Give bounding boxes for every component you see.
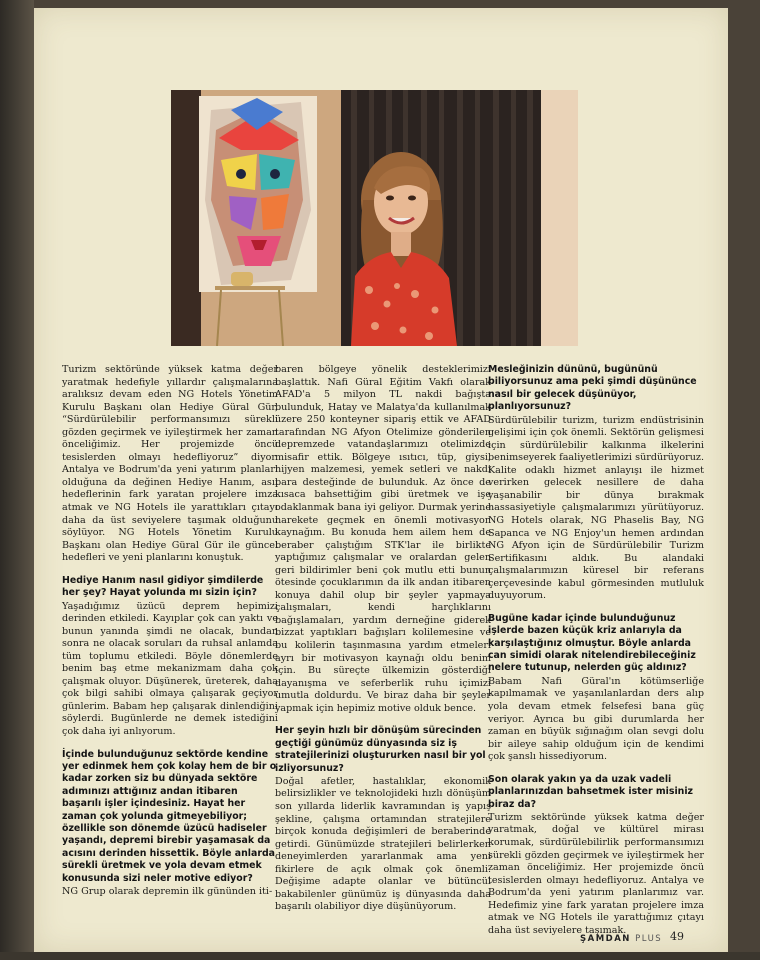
magazine-brand: ŞAMDAN bbox=[580, 934, 631, 944]
magazine-page bbox=[34, 8, 728, 952]
scan-edge bbox=[0, 0, 34, 960]
answer-3: Doğal afetler, hastalıklar, ekonomik belirsizlikler ve teknolojideki hızlı dönüşüm son yıllarda liderlik kavramından iş yapış şekline, çalışma ortamından stratejilere birçok konuda değişimleri de beraberinde getirdi. Günümüzde stratejileri belirlerken deneyimlerden yararlanmak ama yeni fikirlere de açık olmak çok önemli. Değişime adapte olanlar ve bütüncül bakabilenler günümüz iş dünyasında daha başarılı olabiliyor diye düşünüyorum. bbox=[275, 775, 491, 913]
text-column-1 bbox=[62, 364, 278, 907]
text-column-2 bbox=[275, 364, 491, 922]
question-6: Son olarak yakın ya da uzak vadeli planlarınızdan bahsetmek ister misiniz biraz da? bbox=[488, 773, 694, 810]
answer-6: Turizm sektöründe yüksek katma değer yaratmak, doğal ve kültürel mirası korumak, sürdürülebilirlik performansımızı sürekli gözden geçirmek ve iyileştirmek her zaman önceliğimiz. Her projemizde öncü tesislerden olmayı hedefliyoruz. Antalya ve Bodrum'da yeni yatırım planlarımız var. Hedefimiz yine fark yaratan projelere imza atmak ve NG Hotels ile yarattığımız çıtayı daha üst seviyelere taşımak. bbox=[488, 811, 704, 936]
question-3: Her şeyin hızlı bir dönüşüm sürecinden geçtiği günümüz dünyasında siz iş stratejilerinizi oluştururken nasıl bir yol izliyorsunuz? bbox=[275, 725, 486, 774]
question-5: Bugüne kadar içinde bulunduğunuz işlerde bazen küçük kriz anlarıyla da karşılaştığınız olmuştur. Böyle anlarda can simidi olarak nitelendirebileceğiniz nelere tutunup, nelerden güç aldınız? bbox=[488, 612, 696, 674]
magazine-brand-plus: PLUS bbox=[635, 934, 663, 944]
question-4: Mesleğinizin dününü, bugününü biliyorsunuz ama peki şimdi düşününce nasıl bir gelecek düşünüyor, planlıyorsunuz? bbox=[488, 364, 697, 413]
answer-2-start: NG Grup olarak depremin ilk gününden iti- bbox=[62, 886, 273, 898]
magazine-footer bbox=[580, 934, 662, 944]
question-2: İçinde bulunduğunuz sektörde kendine yer edinmek hem çok kolay hem de bir o kadar zorken siz bu dünyada sektöre adımınızı attığınız andan itibaren başarılı işler içindesiniz. Hayat her zaman çok yolunda gitmeyebiliyor; özellikle son dönemde üzücü hadiseler yaşandı, depremi birebir yaşamasak da acısını derinden hissettik. Böyle anlarda sürekli üretmek ve yola devam etmek konusunda sizi neler motive ediyor? bbox=[62, 748, 277, 884]
question-1: Hediye Hanım nasıl gidiyor şimdilerde her şey? Hayat yolunda mı sizin için? bbox=[62, 574, 264, 599]
answer-4: Sürdürülebilir turizm, turizm endüstrisinin gelişimi için çok önemli. Sektörün gelişmesi için sürdürülebilir kalkınma ilkelerini benimseyerek faaliyetlerimizi sürdürüyoruz. Kalite odaklı hizmet anlayışı ile hizmet verirken gelecek nesillere de daha yaşanabilir bir dünya bırakmak hassasiyetiyle çalışmalarımızı yürütüyoruz. NG Hotels olarak, NG Phaselis Bay, NG Sapanca ve NG Enjoy'un hemen ardından NG Afyon için de Sürdürülebilir Turizm Sertifikasını aldık. Bu alandaki çalışmalarımızın küresel bir referans çerçevesinde kabul görmesinden mutluluk duyuyorum. bbox=[488, 414, 704, 602]
answer-5: Babam Nafi Güral'ın kötümserliğe kapılmamak ve yaşanılanlardan ders alıp yola devam etmek felsefesi bana güç veriyor. Ayrıca bu gibi durumlarda her zaman en büyük sığınağım olan sevgi dolu bir aileye sahip olduğum için de kendimi çok şanslı hissediyorum. bbox=[488, 675, 704, 763]
portrait-photo bbox=[171, 90, 578, 346]
text-column-3 bbox=[488, 364, 704, 945]
intro-paragraph: Turizm sektöründe yüksek katma değer yaratmak hedefiyle yıllardır çalışmalarına aralıksız devam eden NG Hotels Yönetim Kurulu Başkanı olan Hediye Güral Gür, “Sürdürülebilir performansımızı sürekli gözden geçirmek ve iyileştirmek her zaman önceliğimiz. Her projemizde öncü tesislerden olmayı hedefliyoruz” diyor. Antalya ve Bodrum'da yeni yatırım planları olduğuna da değinen Hediye Hanım, asıl hedeflerinin fark yaratan projelere imza atmak ve NG Hotels ile yarattıkları çıtayı daha da üst seviyelere taşımak olduğunu söylüyor. NG Hotels Yönetim Kurulu Başkanı olan Hediye Güral Gür ile güncel hedefleri ve yeni planlarını konuştuk. bbox=[62, 364, 278, 564]
answer-1: Yaşadığımız üzücü deprem hepimizi derinden etkiledi. Kayıplar çok can yaktı ve bunun yanında şimdi ne olacak, bundan sonra ne olacak soruları da ruhsal anlamda tüm toplumu etkiledi. Böyle dönemlerde benim baş etme mekanizmam daha çok çalışmak oluyor. Düşünerek, üreterek, daha çok bilgi sahibi olmaya çalışarak geçiyor günlerim. Babam hep çalışarak dinlendiğini söylerdi. Bugünlerde ne demek istediğini çok daha iyi anlıyorum. bbox=[62, 600, 278, 738]
scan-edge-bottom bbox=[0, 952, 760, 960]
answer-2-continued: baren bölgeye yönelik desteklerimizi başlattık. Nafi Güral Eğitim Vakfı olarak AFAD'a 5 milyon TL nakdi bağışta bulunduk, Hatay ve Malatya'da kullanılmak üzere 250 konteyner sipariş ettik ve AFAD tarafından NG Afyon Otelimize gönderilen depremzede vatandaşlarımızı otelimizde misafir ettik. Bölgeye ısıtıcı, tüp, giysi, hijyen malzemesi, yemek setleri ve nakdi para desteğinde de bulunduk. Az önce de kısaca bahsettiğim gibi üretmek ve işe odaklanmak bana iyi geliyor. Durmak yerine harekete geçmek en önemli motivasyon kaynağım. Bu konuda hem ailem hem de beraber çalıştığım STK'lar ile birlikte yaptığımız çalışmalar ve oralardan gelen geri bildirimler beni çok mutlu etti bunun ötesinde çocuklarımın da ilk andan itibaren konuya dahil olup bir şeyler yapmaya çalışmaları, kendi harçlıklarını bağışlamaları, yardım derneğine giderek bizzat yaptıkları bağışları kolilemesine ve bu kolilerin taşınmasına yardım etmeleri ayrı bir motivasyon kaynağı oldu benim için. Bu süreçte ülkemizin gösterdiği dayanışma ve seferberlik ruhu içimizi umutla doldurdu. Ve biraz daha bir şeyler yapmak için hepimiz motive olduk bence. bbox=[275, 364, 491, 714]
page-number: 49 bbox=[670, 930, 684, 943]
